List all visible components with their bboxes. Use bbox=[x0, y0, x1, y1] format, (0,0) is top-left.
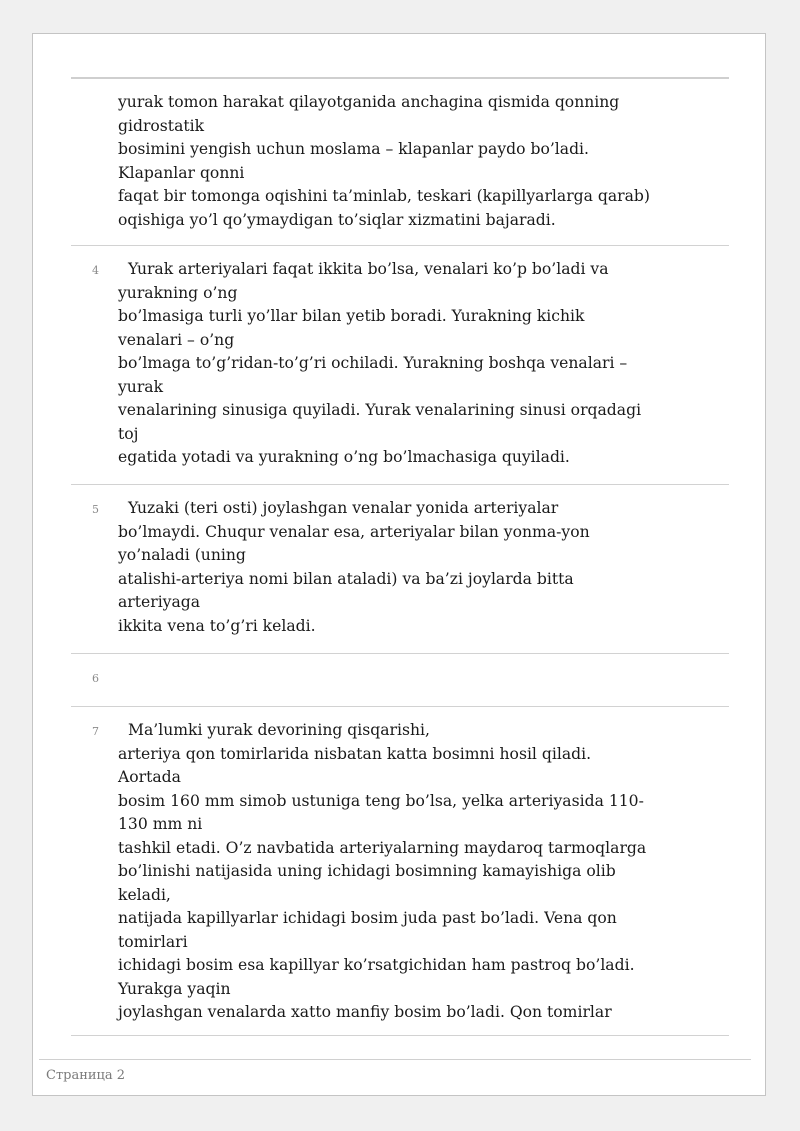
text-line: bo’linishi natijasida uning ichidagi bosimning kamayishiga olib bbox=[118, 862, 616, 880]
paragraph-divider bbox=[71, 1035, 729, 1036]
text-line: joylashgan venalarda xatto manfiy bosim bo’ladi. Qon tomirlar bbox=[118, 1003, 612, 1021]
page-footer bbox=[46, 1068, 125, 1083]
text-line: atalishi-arteriya nomi bilan ataladi) va ba’zi joylarda bitta bbox=[118, 569, 574, 588]
text-line: Klapanlar qonni bbox=[118, 163, 245, 182]
text-line: venalarining sinusiga quyiladi. Yurak venalarining sinusi orqadagi bbox=[118, 401, 642, 419]
text-line: bo’lmasiga turli yo’llar bilan yetib boradi. Yurakning kichik bbox=[118, 307, 585, 325]
text-line: Yurakga yaqin bbox=[118, 979, 231, 998]
text-line: oqishiga yo’l qo’ymaydigan to’siqlar xizmatini bajaradi. bbox=[118, 210, 556, 229]
document-content bbox=[71, 77, 729, 1036]
text-line: bosim 160 mm simob ustuniga teng bo’lsa, yelka arteriyasida 110- bbox=[118, 791, 644, 810]
paragraph-block-1 bbox=[71, 79, 729, 245]
text-line: bo’lmaydi. Chuqur venalar esa, arteriyalar bilan yonma-yon bbox=[118, 522, 590, 541]
text-line: ikkita vena to’g’ri keladi. bbox=[118, 616, 316, 635]
text-line: bosimini yengish uchun moslama – klapanlar paydo bo’ladi. bbox=[118, 140, 589, 158]
text-line: keladi, bbox=[118, 885, 171, 904]
text-line: tashkil etadi. O’z navbatida arteriyalarning maydaroq tarmoqlarga bbox=[118, 838, 647, 857]
paragraph-number: 6 bbox=[92, 672, 99, 685]
paragraph-text-4 bbox=[118, 258, 644, 470]
text-line: yurak tomon harakat qilayotganida anchagina qismida qonning bbox=[118, 93, 620, 111]
text-line: tomirlari bbox=[118, 932, 188, 951]
paragraph-number: 7 bbox=[92, 725, 99, 738]
text-line: yurakning o’ng bbox=[118, 283, 238, 302]
paragraph-block-7 bbox=[71, 707, 729, 1035]
text-line: yo’naladi (uning bbox=[118, 546, 246, 564]
paragraph-block-5 bbox=[71, 485, 729, 653]
text-line: ichidagi bosim esa kapillyar ko’rsatgichidan ham pastroq bo’ladi. bbox=[118, 956, 635, 974]
text-line: venalari – o’ng bbox=[118, 330, 235, 349]
text-line: yurak bbox=[118, 377, 164, 396]
text-line: 130 mm ni bbox=[118, 815, 203, 833]
text-line: Yuzaki (teri osti) joylashgan venalar yonida arteriyalar bbox=[128, 499, 559, 517]
paragraph-block-4 bbox=[71, 246, 729, 484]
document-page bbox=[32, 33, 766, 1096]
paragraph-text-5 bbox=[118, 497, 644, 638]
paragraph-text-7 bbox=[118, 719, 647, 1025]
text-line: natijada kapillyarlar ichidagi bosim juda past bo’ladi. Vena qon bbox=[118, 909, 617, 927]
text-line: Yurak arteriyalari faqat ikkita bo’lsa, venalari ko’p bo’ladi va bbox=[128, 260, 609, 278]
footer-divider bbox=[39, 1059, 751, 1060]
text-line: Ma’lumki yurak devorining qisqarishi, bbox=[128, 721, 430, 739]
text-line: arteriyaga bbox=[118, 593, 201, 611]
text-line: bo’lmaga to’g’ridan-to’g’ri ochiladi. Yurakning boshqa venalari – bbox=[118, 354, 628, 372]
paragraph-text-1 bbox=[118, 91, 650, 232]
text-line: Aortada bbox=[118, 768, 181, 786]
text-line: faqat bir tomonga oqishini ta’minlab, teskari (kapillyarlarga qarab) bbox=[118, 187, 650, 205]
text-line: egatida yotadi va yurakning o’ng bo’lmachasiga quyiladi. bbox=[118, 448, 570, 466]
paragraph-number: 5 bbox=[92, 503, 99, 516]
paragraph-number: 4 bbox=[92, 264, 99, 277]
text-line: gidrostatik bbox=[118, 116, 205, 135]
text-line: arteriya qon tomirlarida nisbatan katta bosimni hosil qiladi. bbox=[118, 744, 592, 763]
paragraph-block-6 bbox=[71, 654, 729, 706]
text-line: toj bbox=[118, 424, 139, 443]
page-number-label: Страница 2 bbox=[46, 1068, 126, 1083]
